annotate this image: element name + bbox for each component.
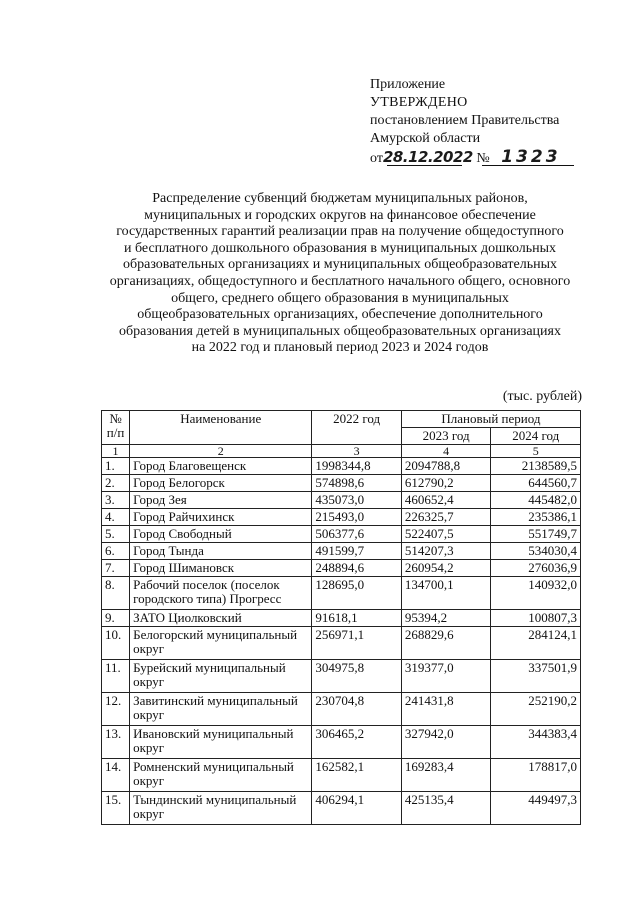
title-line: Распределение субвенций бюджетам муниципальных районов,: [152, 191, 528, 206]
row-number: 13.: [102, 726, 130, 759]
value-2022: 1998344,8: [312, 458, 402, 475]
table-row: [102, 492, 581, 509]
value-2022: 230704,8: [312, 693, 402, 726]
value-2024: 644560,7: [491, 475, 581, 492]
approval-approved: УТВЕРЖДЕНО: [370, 95, 468, 110]
index-cell: 1: [102, 445, 130, 458]
value-2023: 169283,4: [401, 759, 491, 792]
table-row: [102, 693, 581, 726]
value-2022: 574898,6: [312, 475, 402, 492]
approval-from-label: от: [370, 151, 383, 166]
header-name: Наименование: [130, 411, 312, 445]
value-2022: 435073,0: [312, 492, 402, 509]
value-2023: 134700,1: [401, 577, 491, 610]
row-name: Бурейский муниципальный округ: [130, 660, 312, 693]
value-2024: 2138589,5: [491, 458, 581, 475]
title-line: образования детей в муниципальных общеобразовательных организациях: [119, 323, 561, 339]
row-number: 5.: [102, 526, 130, 543]
subvention-table: [101, 410, 581, 825]
value-2022: 248894,6: [312, 560, 402, 577]
header-num: № п/п: [102, 411, 130, 445]
row-name: Город Райчихинск: [130, 509, 312, 526]
value-2022: 215493,0: [312, 509, 402, 526]
value-2023: 241431,8: [401, 693, 491, 726]
table-row: [102, 610, 581, 627]
table-row: [102, 526, 581, 543]
index-cell: 4: [401, 445, 491, 458]
approval-number: 1323: [501, 147, 561, 167]
value-2022: 306465,2: [312, 726, 402, 759]
row-name: Тындинский муниципальный округ: [130, 792, 312, 825]
table-row: [102, 759, 581, 792]
value-2022: 491599,7: [312, 543, 402, 560]
value-2024: 445482,0: [491, 492, 581, 509]
value-2023: 514207,3: [401, 543, 491, 560]
title-line: государственных гарантий реализации прав на получение общедоступного: [116, 224, 564, 240]
approval-resolution: постановлением Правительства: [370, 113, 560, 128]
title-line: муниципальных и городских округов на финансовое обеспечение: [144, 207, 536, 223]
header-2023: 2023 год: [401, 428, 491, 445]
number-underline: [482, 165, 574, 166]
value-2023: 522407,5: [401, 526, 491, 543]
row-number: 1.: [102, 458, 130, 475]
row-number: 8.: [102, 577, 130, 610]
approval-appendix: Приложение: [370, 77, 446, 92]
title-line: на 2022 год и плановый период 2023 и 2024 годов: [191, 340, 489, 356]
table-row: [102, 660, 581, 693]
value-2023: 226325,7: [401, 509, 491, 526]
title-line: и бесплатного дошкольного образования в муниципальных дошкольных: [123, 240, 557, 256]
row-number: 3.: [102, 492, 130, 509]
row-number: 15.: [102, 792, 130, 825]
value-2024: 178817,0: [491, 759, 581, 792]
table-row: [102, 627, 581, 660]
table-row: [102, 792, 581, 825]
row-number: 6.: [102, 543, 130, 560]
value-2022: 128695,0: [312, 577, 402, 610]
approval-block: [370, 76, 620, 168]
approval-date: 28.12.2022: [382, 148, 473, 166]
value-2024: 449497,3: [491, 792, 581, 825]
value-2023: 319377,0: [401, 660, 491, 693]
units-label: (тыс. рублей): [502, 389, 582, 404]
row-name: Город Шимановск: [130, 560, 312, 577]
index-cell: 5: [491, 445, 581, 458]
value-2024: 235386,1: [491, 509, 581, 526]
value-2022: 506377,6: [312, 526, 402, 543]
value-2023: 327942,0: [401, 726, 491, 759]
value-2023: 95394,2: [401, 610, 491, 627]
table-row: [102, 543, 581, 560]
index-cell: 3: [312, 445, 402, 458]
row-name: Город Тында: [130, 543, 312, 560]
value-2024: 284124,1: [491, 627, 581, 660]
value-2024: 140932,0: [491, 577, 581, 610]
date-underline: [387, 165, 462, 166]
table-row: [102, 726, 581, 759]
title-line: общеобразовательных организациях, обеспечение дополнительного: [137, 307, 543, 323]
value-2022: 91618,1: [312, 610, 402, 627]
row-number: 9.: [102, 610, 130, 627]
table-row: [102, 577, 581, 610]
row-name: Город Свободный: [130, 526, 312, 543]
title-line: образовательных организациях и муниципальных общеобразовательных: [123, 257, 557, 273]
document-title: [95, 191, 585, 357]
value-2023: 260954,2: [401, 560, 491, 577]
title-line: общего, среднего общего образования в муниципальных: [171, 290, 509, 306]
header-2022: 2022 год: [312, 411, 402, 445]
row-name: Завитинский муниципальный округ: [130, 693, 312, 726]
index-cell: 2: [130, 445, 312, 458]
value-2024: 344383,4: [491, 726, 581, 759]
row-number: 12.: [102, 693, 130, 726]
value-2023: 612790,2: [401, 475, 491, 492]
value-2023: 460652,4: [401, 492, 491, 509]
row-name: Ивановский муниципальный округ: [130, 726, 312, 759]
value-2024: 534030,4: [491, 543, 581, 560]
header-plan-period: Плановый период: [401, 411, 580, 428]
table-row: [102, 560, 581, 577]
value-2022: 256971,1: [312, 627, 402, 660]
row-name: Город Благовещенск: [130, 458, 312, 475]
approval-date-line: [370, 148, 620, 168]
value-2024: 252190,2: [491, 693, 581, 726]
value-2022: 162582,1: [312, 759, 402, 792]
value-2023: 268829,6: [401, 627, 491, 660]
value-2024: 100807,3: [491, 610, 581, 627]
approval-region: Амурской области: [370, 131, 481, 146]
approval-number-label: №: [476, 151, 490, 166]
row-number: 7.: [102, 560, 130, 577]
row-name: Ромненский муниципальный округ: [130, 759, 312, 792]
row-name: Белогорский муниципальный округ: [130, 627, 312, 660]
row-number: 10.: [102, 627, 130, 660]
row-name: Рабочий поселок (поселок городского типа) Прогресс: [130, 577, 312, 610]
row-name: Город Зея: [130, 492, 312, 509]
table-row: [102, 458, 581, 475]
value-2024: 337501,9: [491, 660, 581, 693]
value-2024: 551749,7: [491, 526, 581, 543]
value-2023: 425135,4: [401, 792, 491, 825]
value-2024: 276036,9: [491, 560, 581, 577]
row-number: 14.: [102, 759, 130, 792]
table-row: [102, 475, 581, 492]
row-number: 4.: [102, 509, 130, 526]
row-name: ЗАТО Циолковский: [130, 610, 312, 627]
value-2023: 2094788,8: [401, 458, 491, 475]
table-row: [102, 509, 581, 526]
value-2022: 406294,1: [312, 792, 402, 825]
value-2022: 304975,8: [312, 660, 402, 693]
row-number: 2.: [102, 475, 130, 492]
row-name: Город Белогорск: [130, 475, 312, 492]
header-2024: 2024 год: [491, 428, 581, 445]
title-line: организациях, общедоступного и бесплатного начального общего, основного: [109, 273, 571, 289]
row-number: 11.: [102, 660, 130, 693]
